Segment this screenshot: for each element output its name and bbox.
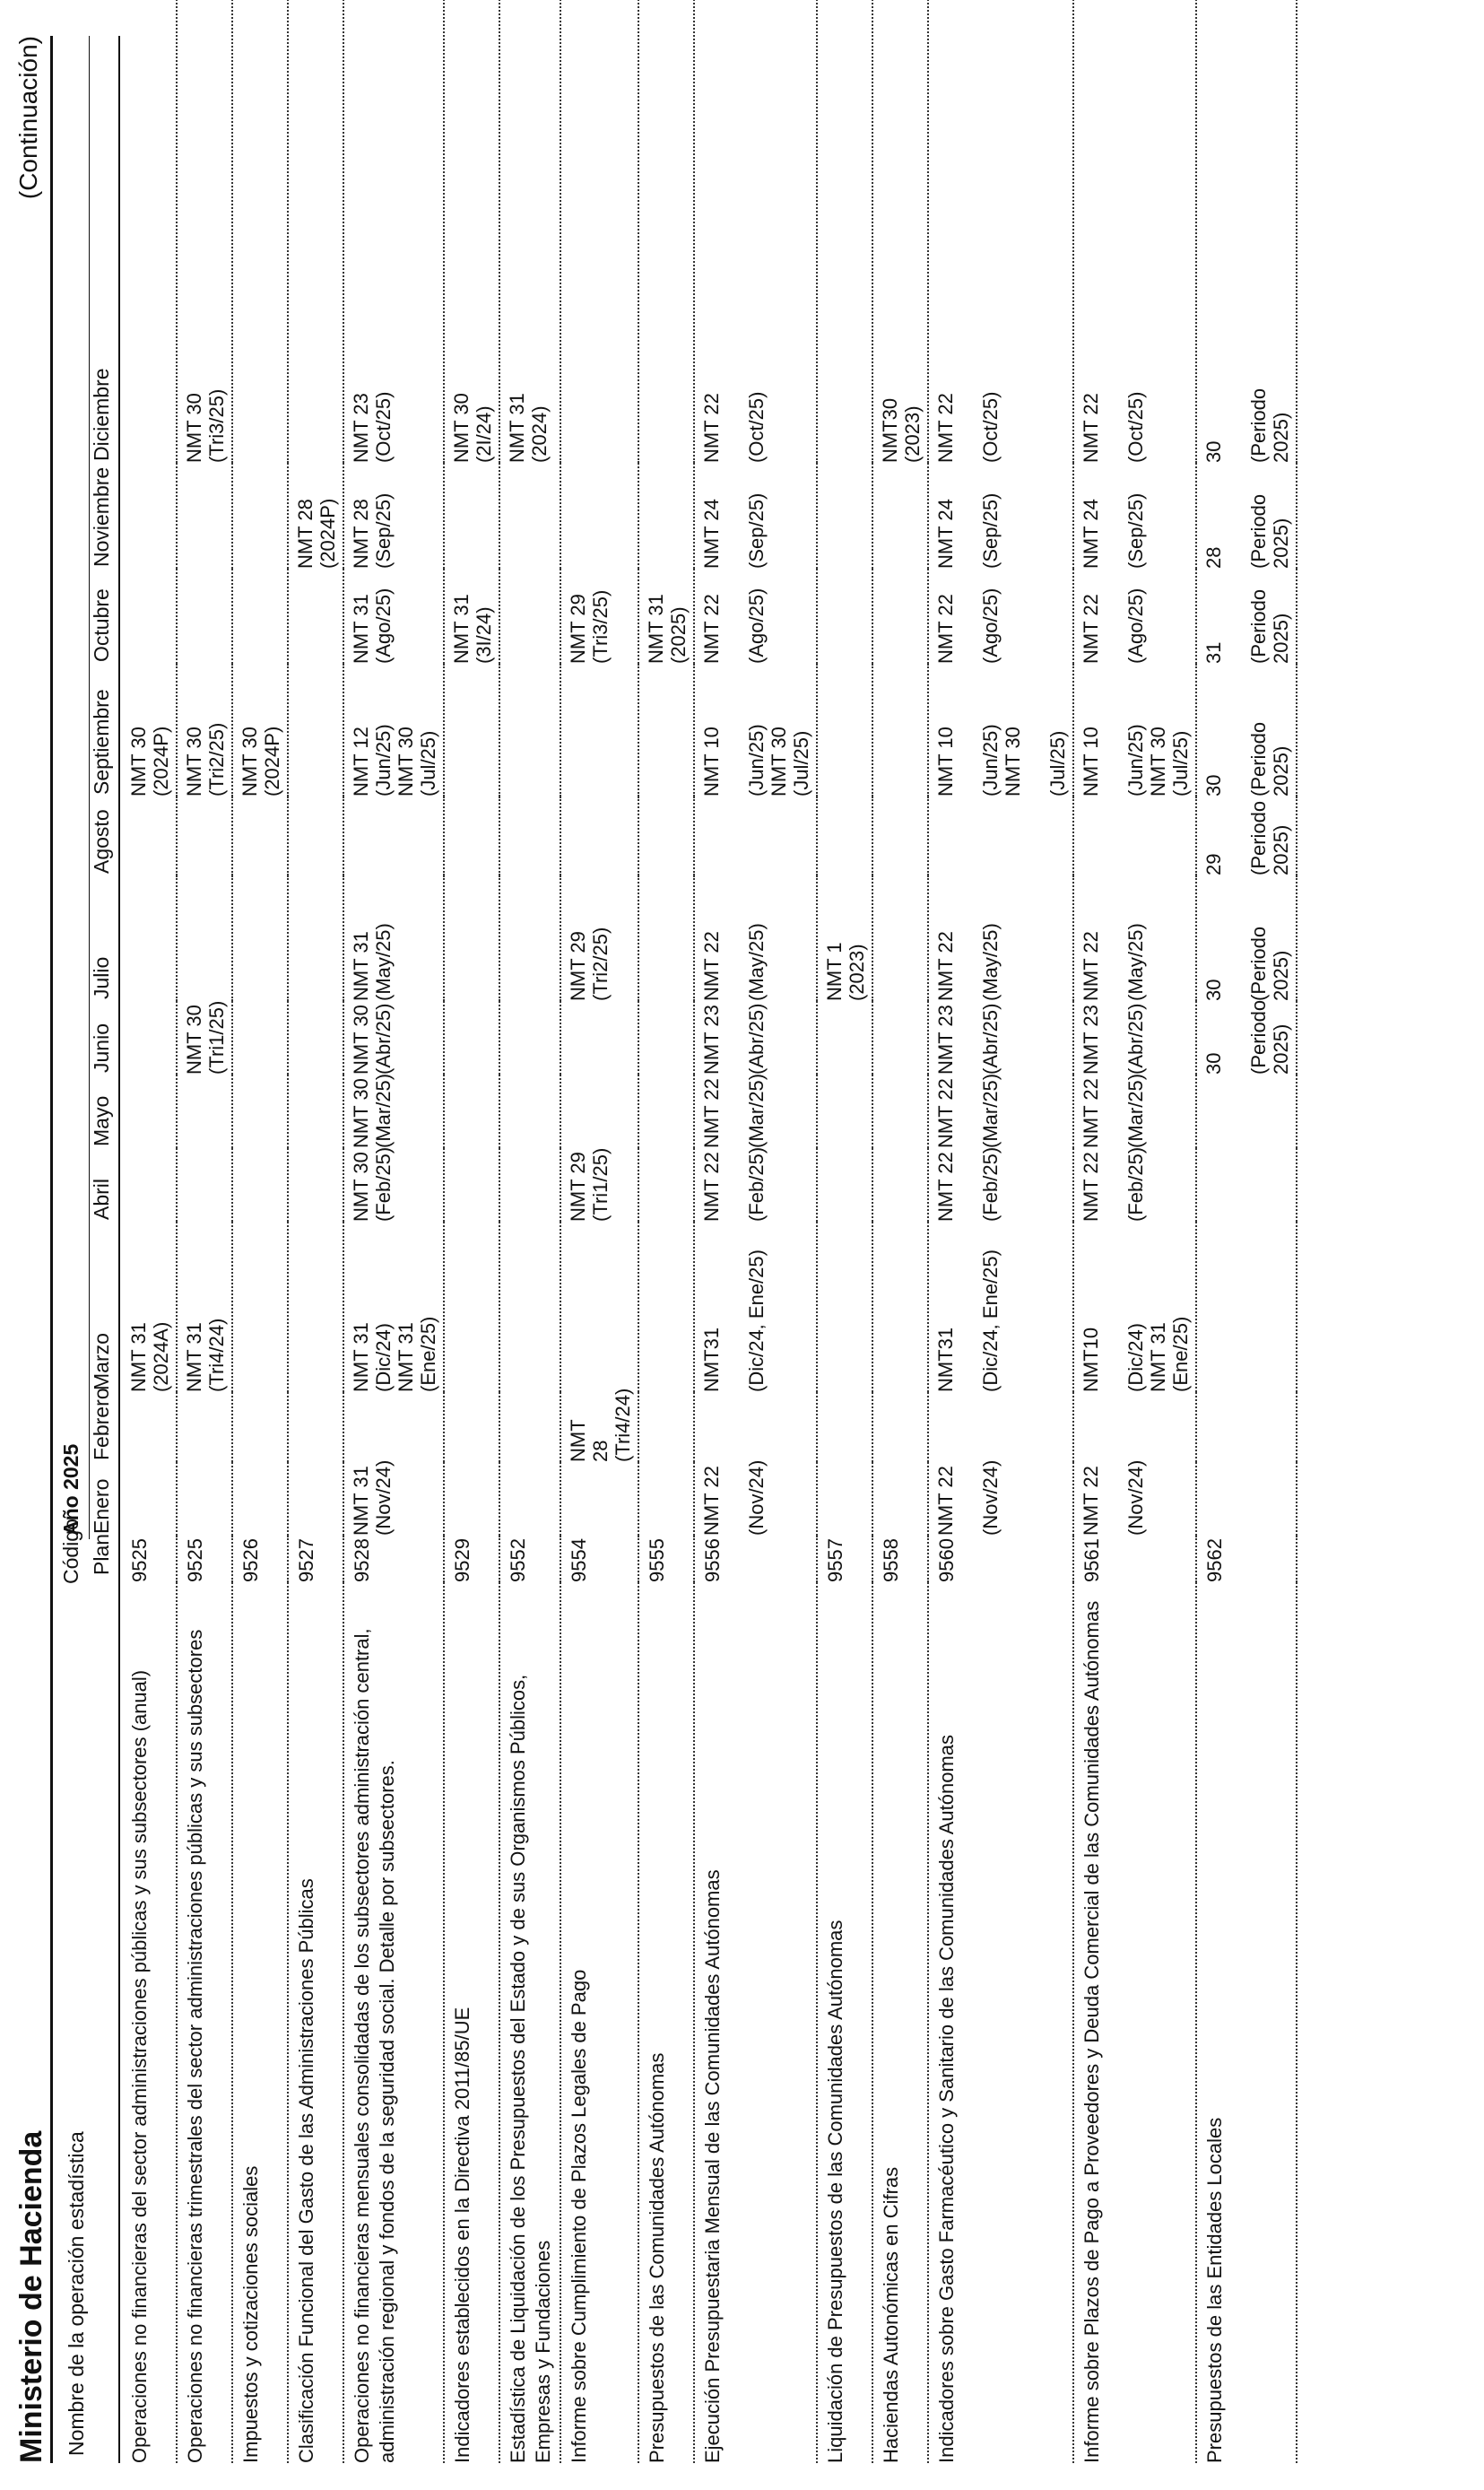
schedule-cell <box>872 1075 928 1148</box>
schedule-cell: NMT 22 (Oct/25) <box>1073 0 1196 463</box>
schedule-cell <box>122 1392 177 1462</box>
schedule-cell <box>817 0 872 463</box>
schedule-cell <box>1196 1222 1297 1392</box>
schedule-cell: 30 (Periodo 2025) <box>1196 1001 1297 1075</box>
plan-code: 9556 <box>694 1536 817 1582</box>
schedule-cell <box>444 1222 499 1392</box>
table-row <box>872 0 928 2463</box>
schedule-cell: 30 (Periodo 2025) <box>1196 875 1297 1001</box>
schedule-cell: NMT 31 (2024A) <box>122 1222 177 1392</box>
schedule-cell <box>232 1222 288 1392</box>
schedule-cell <box>444 1001 499 1075</box>
schedule-cell: NMT 22 (Feb/25) <box>928 1148 1073 1222</box>
month-header: Mayo <box>90 1095 113 1146</box>
plan-code: 9557 <box>817 1536 872 1582</box>
schedule-cell: NMT 22 (Feb/25) <box>1073 1148 1196 1222</box>
schedule-cell: NMT 22 (Ago/25) <box>928 569 1073 664</box>
schedule-cell: NMT 1 (2023) <box>817 875 872 1001</box>
operation-name: Clasificación Funcional del Gasto de las Administraciones Públicas <box>288 1582 343 2463</box>
schedule-cell <box>694 797 817 875</box>
schedule-cell: NMT 31 (May/25) <box>343 875 444 1001</box>
schedule-cell: NMT 31 (Dic/24) NMT 31 (Ene/25) <box>343 1222 444 1392</box>
plan-code: 9529 <box>444 1536 499 1582</box>
schedule-cell <box>560 797 638 875</box>
schedule-cell <box>872 797 928 875</box>
schedule-cell <box>444 1075 499 1148</box>
month-header: Marzo <box>90 1333 113 1390</box>
schedule-cell: NMT 31 (Ago/25) <box>343 569 444 664</box>
schedule-cell <box>638 1462 694 1536</box>
schedule-cell <box>1196 1392 1297 1462</box>
operation-name: Informe sobre Plazos de Pago a Proveedores y Deuda Comercial de las Comunidades Autónomas <box>1073 1582 1196 2463</box>
operation-name: Informe sobre Cumplimiento de Plazos Legales de Pago <box>560 1582 638 2463</box>
schedule-cell <box>444 1148 499 1222</box>
month-header: Septiembre <box>90 689 113 795</box>
schedule-cell <box>638 0 694 463</box>
month-header: Junio <box>90 1023 113 1073</box>
schedule-cell <box>288 1222 343 1392</box>
schedule-cell <box>122 875 177 1001</box>
plan-code: 9528 <box>343 1536 444 1582</box>
table-row <box>817 0 872 2463</box>
schedule-cell <box>872 1148 928 1222</box>
schedule-cell: NMT 22 (Nov/24) <box>928 1462 1073 1536</box>
plan-code: 9526 <box>232 1536 288 1582</box>
table-row <box>560 0 638 2463</box>
schedule-cell: NMT 30 (2I/24) <box>444 0 499 463</box>
table-row <box>288 0 343 2463</box>
table-row <box>177 0 232 2463</box>
schedule-cell <box>638 797 694 875</box>
schedule-cell <box>638 1148 694 1222</box>
schedule-cell <box>638 1222 694 1392</box>
schedule-cell: NMT 22 (Feb/25) <box>694 1148 817 1222</box>
schedule-cell: NMT 30 (Mar/25) <box>343 1075 444 1148</box>
operation-name: Operaciones no financieras del sector administraciones públicas y sus subsectores (anual) <box>122 1582 177 2463</box>
schedule-cell <box>1196 1075 1297 1148</box>
schedule-cell <box>232 1148 288 1222</box>
month-header: Agosto <box>90 809 113 874</box>
schedule-cell <box>872 1392 928 1462</box>
schedule-cell: NMT 22 (May/25) <box>928 875 1073 1001</box>
schedule-cell <box>177 1148 232 1222</box>
schedule-cell <box>872 1462 928 1536</box>
schedule-cell <box>638 664 694 797</box>
schedule-cell <box>232 569 288 664</box>
schedule-cell <box>177 875 232 1001</box>
schedule-cell <box>560 664 638 797</box>
schedule-cell <box>444 797 499 875</box>
schedule-cell: NMT 22 (May/25) <box>694 875 817 1001</box>
schedule-cell: NMT 22 (Nov/24) <box>694 1462 817 1536</box>
operation-name: Presupuestos de las Comunidades Autónomas <box>638 1582 694 2463</box>
schedule-cell <box>499 1462 560 1536</box>
schedule-cell: NMT 30 (2024P) <box>122 664 177 797</box>
schedule-cell: NMT 22 (Oct/25) <box>928 0 1073 463</box>
month-header: Julio <box>90 956 113 999</box>
schedule-cell <box>817 1075 872 1148</box>
month-header: Febrero <box>90 1388 113 1460</box>
schedule-cell: NMT 24 (Sep/25) <box>694 463 817 569</box>
schedule-cell: NMT 30 (Tri3/25) <box>177 0 232 463</box>
schedule-cell: NMT 22 (Oct/25) <box>694 0 817 463</box>
schedule-cell: NMT 29 (Tri3/25) <box>560 569 638 664</box>
schedule-cell: NMT 22 (Nov/24) <box>1073 1462 1196 1536</box>
schedule-cell: NMT 22 (Mar/25) <box>928 1075 1073 1148</box>
schedule-cell <box>444 1462 499 1536</box>
schedule-cell <box>1196 1462 1297 1536</box>
month-header: Octubre <box>90 588 113 662</box>
schedule-cell <box>499 875 560 1001</box>
schedule-cell <box>232 0 288 463</box>
schedule-cell <box>817 1222 872 1392</box>
schedule-cell: NMT 28 (Sep/25) <box>343 463 444 569</box>
table-row <box>232 0 288 2463</box>
schedule-cell: NMT 10 (Jun/25) NMT 30 (Jul/25) <box>1073 664 1196 797</box>
schedule-cell <box>499 797 560 875</box>
schedule-cell: NMT 24 (Sep/25) <box>928 463 1073 569</box>
schedule-cell <box>872 463 928 569</box>
schedule-cell: NMT 30 (Feb/25) <box>343 1148 444 1222</box>
year-header: Año 2025 <box>59 1443 82 1536</box>
continuation-label: (Continuación) <box>14 36 42 200</box>
schedule-cell <box>343 1392 444 1462</box>
schedule-cell <box>560 463 638 569</box>
plan-code: 9525 <box>122 1536 177 1582</box>
schedule-cell <box>560 1001 638 1075</box>
schedule-table <box>122 0 1297 2463</box>
operation-name: Operaciones no financieras trimestrales del sector administraciones públicas y sus subsectores <box>177 1582 232 2463</box>
schedule-cell <box>817 463 872 569</box>
schedule-cell: NMT30 (2023) <box>872 0 928 463</box>
table-row <box>638 0 694 2463</box>
schedule-cell <box>288 569 343 664</box>
operation-name: Presupuestos de las Entidades Locales <box>1196 1582 1297 2463</box>
schedule-cell <box>872 664 928 797</box>
schedule-cell: NMT 12 (Jun/25) NMT 30 (Jul/25) <box>343 664 444 797</box>
schedule-cell <box>177 463 232 569</box>
schedule-cell: NMT 31 (2025) <box>638 569 694 664</box>
schedule-cell <box>560 1222 638 1392</box>
schedule-cell <box>177 1075 232 1148</box>
schedule-cell <box>928 1392 1073 1462</box>
schedule-cell: 30 (Periodo 2025) <box>1196 0 1297 463</box>
plan-code: 9554 <box>560 1536 638 1582</box>
name-column-header: Nombre de la operación estadística <box>65 2131 88 2456</box>
schedule-cell <box>499 1148 560 1222</box>
schedule-cell <box>122 1462 177 1536</box>
schedule-cell: NMT 31 (3I/24) <box>444 569 499 664</box>
plan-code: 9552 <box>499 1536 560 1582</box>
schedule-cell <box>177 1392 232 1462</box>
schedule-cell: 29 (Periodo 2025) <box>1196 797 1297 875</box>
schedule-cell <box>232 1392 288 1462</box>
schedule-cell <box>499 1001 560 1075</box>
schedule-cell <box>499 1075 560 1148</box>
schedule-cell <box>232 1462 288 1536</box>
schedule-cell <box>232 463 288 569</box>
schedule-cell <box>122 463 177 569</box>
plan-code: 9560 <box>928 1536 1073 1582</box>
schedule-cell: NMT10 (Dic/24) NMT 31 (Ene/25) <box>1073 1222 1196 1392</box>
schedule-cell <box>499 1392 560 1462</box>
plan-code: 9562 <box>1196 1536 1297 1582</box>
operation-name: Ejecución Presupuestaria Mensual de las Comunidades Autónomas <box>694 1582 817 2463</box>
month-header: Enero <box>90 1478 113 1534</box>
table-row <box>499 0 560 2463</box>
schedule-cell <box>499 569 560 664</box>
schedule-cell <box>288 797 343 875</box>
schedule-cell <box>499 1222 560 1392</box>
schedule-cell: NMT 28 (Tri4/24) <box>560 1392 638 1462</box>
schedule-cell: NMT 31 (Nov/24) <box>343 1462 444 1536</box>
schedule-cell: NMT 22 (Ago/25) <box>1073 569 1196 664</box>
schedule-cell <box>872 875 928 1001</box>
schedule-cell <box>288 1392 343 1462</box>
schedule-cell <box>232 1075 288 1148</box>
schedule-cell: NMT 22 (Mar/25) <box>694 1075 817 1148</box>
table-row <box>122 0 177 2463</box>
schedule-cell: NMT 29 (Tri1/25) <box>560 1148 638 1222</box>
schedule-cell <box>638 1392 694 1462</box>
operation-name: Liquidación de Presupuestos de las Comunidades Autónomas <box>817 1582 872 2463</box>
operation-name: Indicadores sobre Gasto Farmacéutico y Sanitario de las Comunidades Autónomas <box>928 1582 1073 2463</box>
schedule-cell <box>560 1075 638 1148</box>
schedule-cell: NMT 23 (Oct/25) <box>343 0 444 463</box>
schedule-cell <box>499 463 560 569</box>
schedule-cell <box>122 797 177 875</box>
schedule-cell: NMT 10 (Jun/25) NMT 30 (Jul/25) <box>928 664 1073 797</box>
schedule-cell <box>638 1075 694 1148</box>
schedule-cell <box>817 797 872 875</box>
schedule-cell <box>1196 1148 1297 1222</box>
schedule-cell: NMT 30 (Tri2/25) <box>177 664 232 797</box>
schedule-cell: NMT 30 (Abr/25) <box>343 1001 444 1075</box>
schedule-cell <box>638 1001 694 1075</box>
schedule-cell <box>694 1392 817 1462</box>
operation-name: Haciendas Autonómicas en Cifras <box>872 1582 928 2463</box>
schedule-cell <box>817 1001 872 1075</box>
schedule-cell <box>638 463 694 569</box>
plan-code: 9527 <box>288 1536 343 1582</box>
schedule-cell: NMT 23 (Abr/25) <box>694 1001 817 1075</box>
schedule-cell <box>817 664 872 797</box>
table-row <box>444 0 499 2463</box>
month-header: Diciembre <box>90 368 113 461</box>
operation-name: Impuestos y cotizaciones sociales <box>232 1582 288 2463</box>
ministry-title: Ministerio de Hacienda <box>14 2130 48 2463</box>
schedule-cell: NMT 30 (Tri1/25) <box>177 1001 232 1075</box>
top-rule <box>50 36 53 2463</box>
schedule-cell <box>177 1462 232 1536</box>
plan-code: 9558 <box>872 1536 928 1582</box>
schedule-cell <box>122 1148 177 1222</box>
schedule-cell <box>288 1075 343 1148</box>
schedule-cell <box>1073 797 1196 875</box>
schedule-cell <box>177 797 232 875</box>
plan-code: 9525 <box>177 1536 232 1582</box>
table-row <box>1073 0 1196 2463</box>
schedule-cell <box>288 1148 343 1222</box>
schedule-cell: 28 (Periodo 2025) <box>1196 463 1297 569</box>
schedule-cell: NMT 31 (Tri4/24) <box>177 1222 232 1392</box>
schedule-cell: NMT 23 (Abr/25) <box>928 1001 1073 1075</box>
table-row <box>694 0 817 2463</box>
operation-name: Indicadores establecidos en la Directiva 2011/85/UE <box>444 1582 499 2463</box>
schedule-cell: 31 (Periodo 2025) <box>1196 569 1297 664</box>
schedule-cell <box>872 569 928 664</box>
schedule-cell <box>817 1148 872 1222</box>
schedule-cell <box>232 875 288 1001</box>
table-row <box>1196 0 1297 2463</box>
schedule-cell: 30 (Periodo 2025) <box>1196 664 1297 797</box>
header-rule <box>118 36 120 2463</box>
schedule-cell <box>288 1462 343 1536</box>
schedule-cell <box>638 875 694 1001</box>
schedule-cell <box>444 463 499 569</box>
schedule-cell <box>122 0 177 463</box>
schedule-cell <box>928 797 1073 875</box>
schedule-cell <box>1073 1392 1196 1462</box>
schedule-cell <box>177 569 232 664</box>
schedule-cell <box>560 1462 638 1536</box>
schedule-cell <box>232 797 288 875</box>
schedule-cell: NMT 30 (2024P) <box>232 664 288 797</box>
table-row <box>343 0 444 2463</box>
schedule-cell: NMT 22 (Mar/25) <box>1073 1075 1196 1148</box>
schedule-cell <box>817 1462 872 1536</box>
plan-code: 9555 <box>638 1536 694 1582</box>
month-header: Abril <box>90 1178 113 1220</box>
code-column-header-2: Plan <box>90 1533 113 1575</box>
plan-code: 9561 <box>1073 1536 1196 1582</box>
schedule-cell <box>122 569 177 664</box>
schedule-cell <box>288 875 343 1001</box>
schedule-cell <box>232 1001 288 1075</box>
schedule-cell: NMT 22 (May/25) <box>1073 875 1196 1001</box>
schedule-cell <box>122 1075 177 1148</box>
schedule-cell <box>817 1392 872 1462</box>
schedule-cell <box>343 797 444 875</box>
schedule-cell: NMT 29 (Tri2/25) <box>560 875 638 1001</box>
schedule-cell <box>499 664 560 797</box>
schedule-cell <box>288 1001 343 1075</box>
code-column-header-1: Código <box>59 1519 82 1584</box>
schedule-cell: NMT31 (Dic/24, Ene/25) <box>694 1222 817 1392</box>
schedule-cell <box>444 664 499 797</box>
schedule-cell: NMT31 (Dic/24, Ene/25) <box>928 1222 1073 1392</box>
schedule-cell: NMT 28 (2024P) <box>288 463 343 569</box>
schedule-cell: NMT 23 (Abr/25) <box>1073 1001 1196 1075</box>
schedule-cell <box>560 0 638 463</box>
table-row <box>928 0 1073 2463</box>
schedule-cell <box>817 569 872 664</box>
schedule-cell <box>444 875 499 1001</box>
schedule-cell: NMT 24 (Sep/25) <box>1073 463 1196 569</box>
schedule-cell <box>444 1392 499 1462</box>
operation-name: Operaciones no financieras mensuales consolidadas de los subsectores administración central, administración regional y fondos de la seguridad social. Detalle por subsectores. <box>343 1582 444 2463</box>
schedule-cell <box>288 664 343 797</box>
schedule-cell: NMT 10 (Jun/25) NMT 30 (Jul/25) <box>694 664 817 797</box>
schedule-cell: NMT 22 (Ago/25) <box>694 569 817 664</box>
schedule-cell <box>872 1001 928 1075</box>
month-header: Noviembre <box>90 466 113 567</box>
schedule-cell <box>872 1222 928 1392</box>
schedule-cell <box>122 1001 177 1075</box>
operation-name: Estadística de Liquidación de los Presupuestos del Estado y de sus Organismos Públicos, Empresas y Fundaciones <box>499 1582 560 2463</box>
schedule-cell: NMT 31 (2024) <box>499 0 560 463</box>
schedule-cell <box>288 0 343 463</box>
